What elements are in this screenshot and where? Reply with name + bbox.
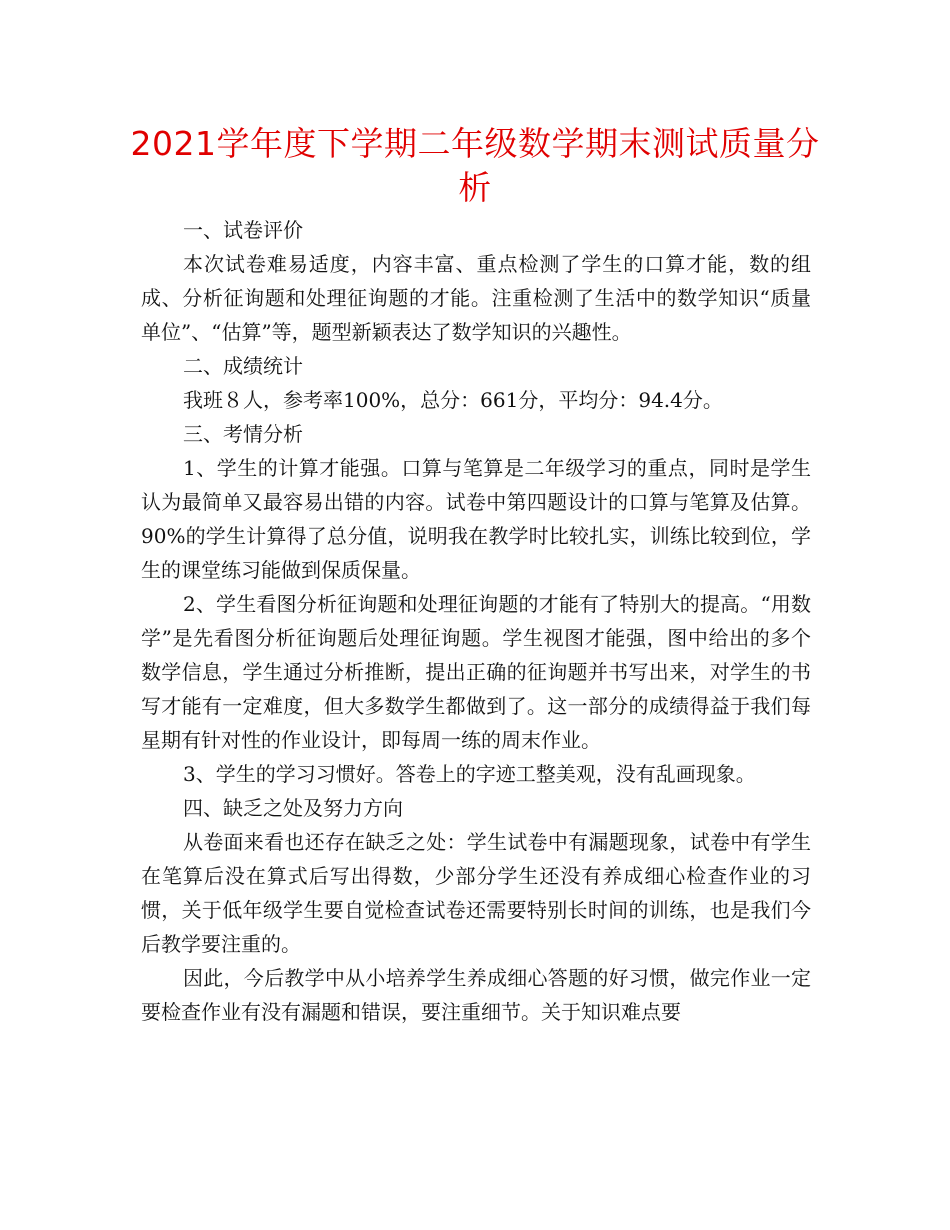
paragraph-evaluation: 本次试卷难易适度，内容丰富、重点检测了学生的口算才能，数的组成、分析征询题和处理征询题的才能。注重检测了生活中的数学知识“质量单位”、“估算”等，题型新颖表达了数学知识的兴趣性。: [141, 252, 811, 344]
paragraph-analysis-1: 1、学生的计算才能强。口算与笔算是二年级学习的重点，同时是学生认为最简单又最容易出错的内容。试卷中第四题设计的口算与笔算及估算。90%的学生计算得了总分值，说明我在教学时比较扎实，训练比较到位，学生的课堂练习能做到保质保量。: [141, 456, 811, 582]
section-heading-shortcomings: 四、缺乏之处及努力方向: [183, 796, 403, 820]
document-body: [141, 213, 811, 1029]
paragraph-improvement: 因此，今后教学中从小培养学生养成细心答题的好习惯，做完作业一定要检查作业有没有漏题和错误，要注重细节。关于知识难点要: [141, 966, 811, 1024]
section-heading-evaluation: 一、试卷评价: [183, 218, 303, 242]
document-title: 2021学年度下学期二年级数学期末测试质量分析: [130, 124, 820, 207]
paragraph-analysis-3: 3、学生的学习习惯好。答卷上的字迹工整美观，没有乱画现象。: [183, 762, 756, 786]
section-heading-analysis: 三、考情分析: [183, 422, 303, 446]
section-heading-statistics: 二、成绩统计: [183, 354, 303, 378]
paragraph-statistics: 我班８人，参考率100%，总分：661分，平均分：94.4分。: [183, 388, 723, 412]
paragraph-analysis-2: 2、学生看图分析征询题和处理征询题的才能有了特别大的提高。“用数学”是先看图分析征询题后处理征询题。学生视图才能强，图中给出的多个数学信息，学生通过分析推断，提出正确的征询题并书写出来，对学生的书写才能有一定难度，但大多数学生都做到了。这一部分的成绩得益于我们每星期有针对性的作业设计，即每周一练的周末作业。: [141, 592, 811, 752]
paragraph-shortcomings: 从卷面来看也还存在缺乏之处：学生试卷中有漏题现象，试卷中有学生在笔算后没在算式后写出得数，少部分学生还没有养成细心检查作业的习惯，关于低年级学生要自觉检查试卷还需要特别长时间的训练，也是我们今后教学要注重的。: [141, 830, 811, 956]
